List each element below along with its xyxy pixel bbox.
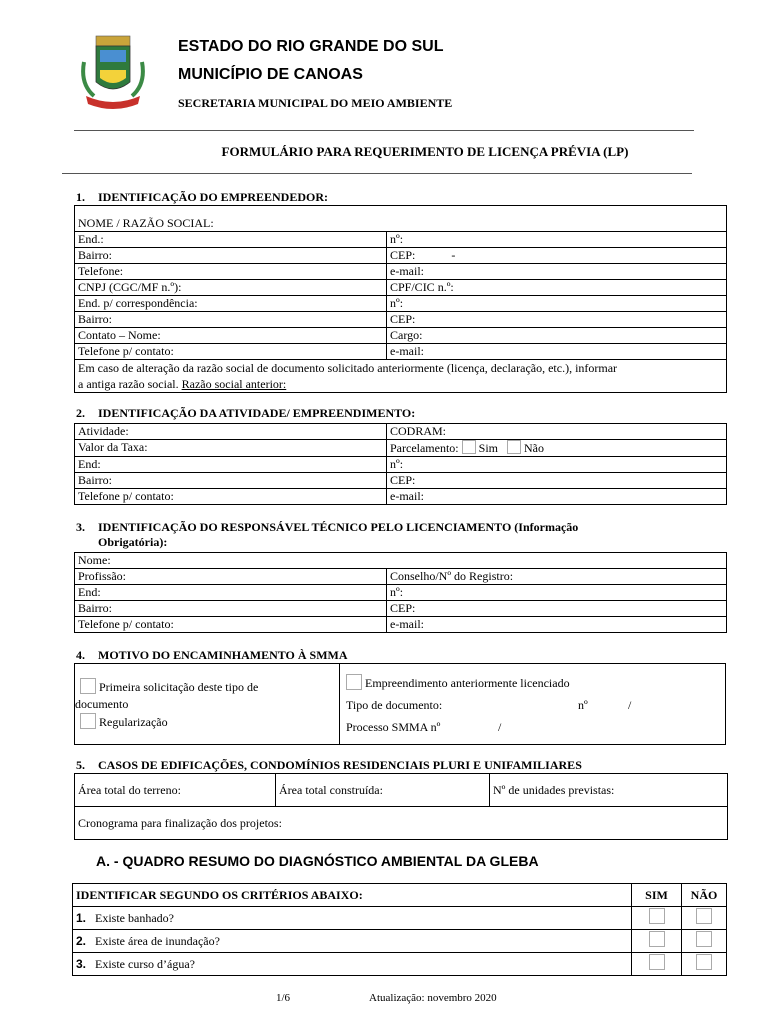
field-cell[interactable]: Bairro:	[75, 312, 387, 328]
criteria-cell	[73, 907, 632, 930]
technician-table	[74, 552, 727, 633]
document-number-label[interactable]: nº	[578, 698, 588, 712]
field-cell[interactable]: e-mail:	[387, 489, 727, 505]
section-3-heading	[76, 520, 716, 550]
name-label: NOME / RAZÃO SOCIAL:	[78, 216, 214, 230]
field-cell[interactable]: End:	[75, 585, 387, 601]
field-cell[interactable]: CEP:	[387, 601, 727, 617]
table-row	[75, 617, 727, 633]
table-row	[75, 569, 727, 585]
section-number: 2.	[76, 406, 85, 420]
section-number: 3.	[76, 520, 85, 534]
previous-name-note[interactable]	[75, 360, 727, 393]
referral-reason-box	[74, 663, 726, 745]
column-divider	[339, 664, 340, 744]
item-text: Existe banhado?	[95, 911, 174, 925]
yes-cell	[632, 907, 682, 930]
no-label: Não	[523, 441, 544, 455]
table-row	[75, 264, 727, 280]
field-cell[interactable]: End:	[75, 457, 387, 473]
note-text: Em caso de alteração da razão social de documento solicitado anteriormente (licença, declaração, etc.), informar	[78, 361, 618, 375]
field-cell[interactable]: nº:	[387, 296, 727, 312]
table-row	[75, 328, 727, 344]
referral-right-options	[346, 672, 716, 738]
field-cell[interactable]: CEP:	[387, 312, 727, 328]
section-number: 4.	[76, 648, 85, 662]
field-cell[interactable]: e-mail:	[387, 617, 727, 633]
yes-checkbox[interactable]	[649, 954, 665, 970]
entrepreneur-table	[74, 205, 727, 393]
no-checkbox[interactable]	[696, 908, 712, 924]
yes-cell	[632, 930, 682, 953]
table-row	[73, 907, 727, 930]
previously-licensed-label: Empreendimento anteriormente licenciado	[365, 676, 570, 690]
section-4-heading	[76, 648, 348, 663]
planned-units-field[interactable]: Nº de unidades previstas:	[490, 774, 728, 807]
field-cell[interactable]: Conselho/Nº do Registro:	[387, 569, 727, 585]
installment-yes-checkbox[interactable]	[462, 440, 476, 454]
title-divider	[62, 173, 692, 174]
item-text: Existe curso d’água?	[95, 957, 195, 971]
yes-label: Sim	[478, 441, 498, 455]
first-request-label-cont: documento	[75, 697, 129, 711]
field-cell[interactable]: Bairro:	[75, 473, 387, 489]
header-divider	[74, 130, 694, 131]
no-header: NÃO	[682, 884, 727, 907]
no-cell	[682, 930, 727, 953]
field-cell[interactable]: Telefone p/ contato:	[75, 344, 387, 360]
installment-label: Parcelamento:	[390, 441, 459, 455]
item-number: 1.	[76, 911, 87, 925]
table-row	[73, 930, 727, 953]
buildings-table	[74, 773, 728, 840]
header-state-name: ESTADO DO RIO GRANDE DO SUL	[178, 38, 444, 55]
field-cell[interactable]: Telefone p/ contato:	[75, 489, 387, 505]
section-title-cont: Obrigatória	[98, 535, 160, 549]
document-number-slash: /	[628, 698, 632, 712]
diagnosis-table	[72, 883, 727, 976]
field-cell[interactable]: nº:	[387, 457, 727, 473]
table-row	[75, 489, 727, 505]
table-row	[73, 953, 727, 976]
section-title: MOTIVO DO ENCAMINHAMENTO À SMMA	[98, 648, 348, 662]
form-title: FORMULÁRIO PARA REQUERIMENTO DE LICENÇA PRÉVIA (LP)	[221, 144, 629, 159]
activity-table	[74, 423, 727, 505]
section-number: 1.	[76, 190, 85, 204]
field-cell[interactable]: e-mail:	[387, 264, 727, 280]
section-1-heading	[76, 190, 328, 205]
table-row	[75, 473, 727, 489]
field-cell[interactable]: Telefone:	[75, 264, 387, 280]
smma-process-slash: /	[498, 720, 502, 734]
no-checkbox[interactable]	[696, 931, 712, 947]
installment-cell	[387, 440, 727, 457]
field-cell[interactable]: CODRAM:	[387, 424, 727, 440]
section-a-title: A. - QUADRO RESUMO DO DIAGNÓSTICO AMBIENTAL DA GLEBA	[96, 853, 539, 869]
table-row	[75, 248, 727, 264]
field-cell[interactable]: CEP:	[387, 473, 727, 489]
field-cell[interactable]: nº:	[387, 232, 727, 248]
field-cell[interactable]: Atividade:	[75, 424, 387, 440]
yes-checkbox[interactable]	[649, 908, 665, 924]
field-cell[interactable]: End. p/ correspondência:	[75, 296, 387, 312]
referral-left-options	[75, 678, 259, 731]
municipal-coat-of-arms-logo	[80, 34, 146, 112]
section-title: CASOS DE EDIFICAÇÕES, CONDOMÍNIOS RESIDENCIAIS PLURI E UNIFAMILIARES	[98, 758, 582, 772]
field-cell[interactable]: nº:	[387, 585, 727, 601]
header-municipality-name: MUNICÍPIO DE CANOAS	[178, 66, 363, 83]
note-text-cont: a antiga razão social.	[78, 377, 182, 391]
field-cell[interactable]: Telefone p/ contato:	[75, 617, 387, 633]
no-cell	[682, 953, 727, 976]
update-date: Atualização: novembro 2020	[369, 992, 497, 1004]
yes-header: SIM	[632, 884, 682, 907]
field-cell[interactable]: CEP: -	[387, 248, 727, 264]
item-text: Existe área de inundação?	[95, 934, 220, 948]
table-row	[75, 296, 727, 312]
section-title: IDENTIFICAÇÃO DO RESPONSÁVEL TÉCNICO PELO LICENCIAMENTO (Informação	[98, 520, 579, 534]
field-cell[interactable]: CPF/CIC n.º:	[387, 280, 727, 296]
smma-process-label[interactable]: Processo SMMA nº	[346, 720, 441, 734]
section-title-end: ):	[159, 535, 168, 549]
field-cell[interactable]: Valor da Taxa:	[75, 440, 387, 457]
field-cell[interactable]: Contato – Nome:	[75, 328, 387, 344]
first-request-checkbox[interactable]	[80, 678, 96, 694]
field-cell[interactable]: CNPJ (CGC/MF n.º):	[75, 280, 387, 296]
section-2-heading	[76, 406, 415, 421]
table-row	[75, 440, 727, 457]
section-title: IDENTIFICAÇÃO DA ATIVIDADE/ EMPREENDIMENTO:	[98, 406, 416, 420]
land-area-field[interactable]: Área total do terreno:	[75, 774, 276, 807]
field-cell[interactable]: Nome:	[75, 553, 727, 569]
table-row	[75, 601, 727, 617]
section-number: 5.	[76, 758, 85, 772]
no-cell	[682, 907, 727, 930]
criteria-header: IDENTIFICAR SEGUNDO OS CRITÉRIOS ABAIXO:	[73, 884, 632, 907]
document-type-label[interactable]: Tipo de documento:	[346, 698, 443, 712]
field-cell[interactable]: Bairro:	[75, 601, 387, 617]
built-area-field[interactable]: Área total construída:	[276, 774, 490, 807]
section-5-heading	[76, 758, 582, 773]
previous-name-label: Razão social anterior:	[181, 377, 287, 391]
table-row	[75, 585, 727, 601]
first-request-label: Primeira solicitação deste tipo de	[99, 680, 259, 694]
section-title: IDENTIFICAÇÃO DO EMPREENDEDOR:	[98, 190, 329, 204]
schedule-field[interactable]: Cronograma para finalização dos projetos:	[75, 807, 728, 840]
header-secretariat-name: SECRETARIA MUNICIPAL DO MEIO AMBIENTE	[178, 96, 453, 110]
field-cell[interactable]: Profissão:	[75, 569, 387, 585]
regularization-checkbox[interactable]	[80, 713, 96, 729]
field-cell[interactable]: e-mail:	[387, 344, 727, 360]
table-row	[75, 280, 727, 296]
criteria-cell	[73, 953, 632, 976]
table-row	[75, 312, 727, 328]
no-checkbox[interactable]	[696, 954, 712, 970]
yes-checkbox[interactable]	[649, 931, 665, 947]
table-row	[75, 424, 727, 440]
field-cell[interactable]: End.:	[75, 232, 387, 248]
item-number: 2.	[76, 934, 87, 948]
table-row	[75, 232, 727, 248]
table-row	[75, 457, 727, 473]
yes-cell	[632, 953, 682, 976]
criteria-cell	[73, 930, 632, 953]
regularization-label: Regularização	[99, 715, 168, 729]
name-field[interactable]	[75, 206, 727, 232]
field-cell[interactable]: Bairro:	[75, 248, 387, 264]
previously-licensed-checkbox[interactable]	[346, 674, 362, 690]
page-number: 1/6	[276, 992, 291, 1004]
field-cell[interactable]: Cargo:	[387, 328, 727, 344]
item-number: 3.	[76, 957, 87, 971]
installment-no-checkbox[interactable]	[507, 440, 521, 454]
table-row	[75, 344, 727, 360]
